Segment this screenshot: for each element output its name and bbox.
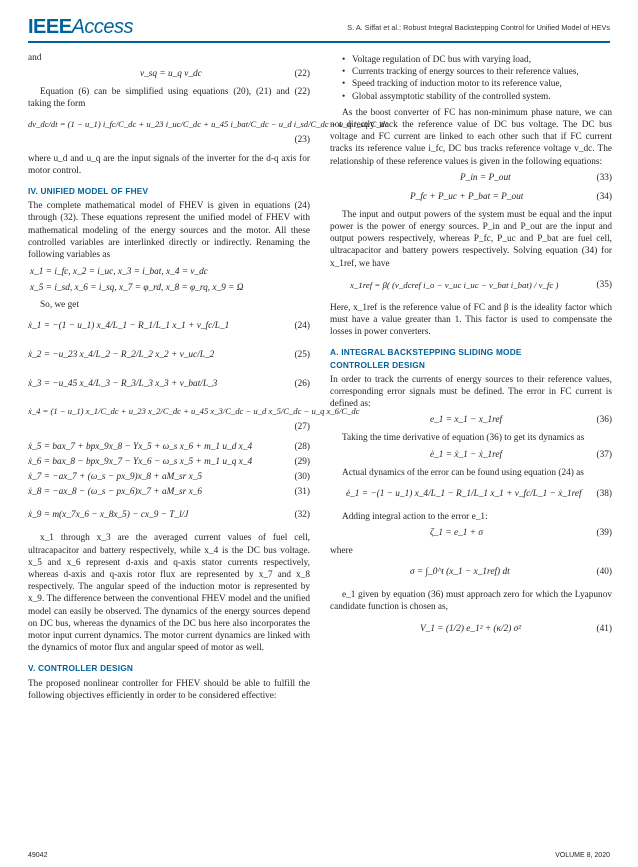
variable-renaming xyxy=(28,264,310,296)
paragraph-proposed-controller: The proposed nonlinear controller for FHEV should be able to fulfill the following objectives efficiently in order to be considered effective: xyxy=(28,678,310,701)
equation-28: ẋ_5 = bax_7 + bpx_9x_8 − Υx_5 + ω_s x_6 + m_1 u_d x_4 (28) xyxy=(28,442,310,453)
equation-36: e_1 = x_1 − x_1ref (36) xyxy=(430,415,612,426)
paragraph-variables-meaning: x_1 through x_3 are the averaged current values of fuel cell, ultracapacitor and battery respectively, while x_4 is the DC bus voltage. x_5 and x_6 represent d-axis and q-axis stator currents respectively, whereas d-axis and q-axis rotor flux are represented by x_7 and x_8 respectively. The angular speed of the induction motor is represented by x_9. The difference between the conventional FHEV model and the unified model can easily be observed. The dynamics of the energy sources depend on DC bus, whereas the dynamics of the DC bus here also incorporates the motor input current dynamics. The motor current dynamics are linked with the dynamics of motor flux and angular speed of motor as well. xyxy=(28,533,310,654)
paragraph-complete-model: The complete mathematical model of FHEV is given in equations (24) through (32). These equations represent the unified model of FHEV with mathematical modeling of the energy sources and the motor. All these controlled variables are interlinked directly or indirectly. Renaming the following variables as xyxy=(28,201,310,261)
header-rule xyxy=(28,41,610,43)
equation-29: ẋ_6 = bax_8 − bpx_9x_7 − Υx_6 − ω_s x_5 + m_1 u_q x_4 (29) xyxy=(28,457,310,468)
list-item: • Voltage regulation of DC bus with varying load, xyxy=(352,54,612,66)
paragraph-and: and xyxy=(28,53,42,63)
list-item: • Global assymptotic stability of the controlled system. xyxy=(352,91,612,103)
equation-23: dv_dc/dt = (1 − u_1) i_fc/C_dc + u_23 i_uc/C_dc + u_45 i_bat/C_dc − u_d i_sd/C_dc − u_q i_sq/C_dc (23) xyxy=(28,118,389,145)
equation-32: ẋ_9 = m(x_7x_6 − x_8x_5) − cx_9 − T_l/J (32) xyxy=(28,510,310,521)
list-item: • Currents tracking of energy sources to their reference values, xyxy=(352,66,612,78)
equation-38: ė_1 = −(1 − u_1) x_4/L_1 − R_1/L_1 x_1 + v_fc/L_1 − ẋ_1ref (38) xyxy=(346,488,612,499)
equation-26: ẋ_3 = −u_45 x_4/L_3 − R_3/L_3 x_3 + v_bat/L_3 (26) xyxy=(28,379,310,390)
paragraph-so-we-get: So, we get xyxy=(40,300,79,311)
section-heading-a-line-1: A. INTEGRAL BACKSTEPPING SLIDING MODE xyxy=(330,347,522,358)
paragraph-actual-dynamics: Actual dynamics of the error can be found using equation (24) as xyxy=(342,467,584,478)
paragraph-in-order: In order to track the currents of energy sources to their reference values, corresponding error signals must be defined. The error in FC current is defined as: xyxy=(330,374,612,410)
paragraph-here-x1ref: Here, x_1ref is the reference value of FC and β is the ideality factor which must have a value greater than 1. This factor is used to compensate the losses in power converters. xyxy=(330,302,612,338)
paragraph-input-output-power: The input and output powers of the system must be equal and the input power is the power of energy sources. P_in and P_out are the input and output powers respectively, whereas P_fc, P_uc and P_bat are fuel cell, ultracapacitor and battery powers respectively. Solving equation (34) for x_1ref, we have xyxy=(330,209,612,269)
equation-39: ζ_1 = e_1 + σ (39) xyxy=(430,528,612,539)
equation-35: x_1ref = β( (v_dcref i_o − v_uc i_uc − v_bat i_bat) / v_fc ) (35) xyxy=(350,279,612,290)
variable-list-1: x_1 = i_fc, x_2 = i_uc, x_3 = i_bat, x_4 = v_dc xyxy=(30,267,208,278)
right-column xyxy=(330,52,612,646)
volume-label: VOLUME 8, 2020 xyxy=(555,852,610,859)
section-heading-a xyxy=(330,346,612,370)
page-header xyxy=(28,12,610,44)
list-item: • Speed tracking of induction motor to its reference value, xyxy=(352,78,612,90)
equation-41: V_1 = (1/2) e_1² + (κ/2) σ² (41) xyxy=(420,623,612,634)
ieee-access-logo: IEEEAccess xyxy=(28,16,134,38)
running-title: S. A. Siffat et al.: Robust Integral Backstepping Control for Unified Model of HEVs xyxy=(347,23,610,32)
left-column xyxy=(28,52,389,705)
paragraph-adding-integral: Adding integral action to the error e_1: xyxy=(342,511,488,522)
paragraph-lyapunov: e_1 given by equation (36) must approach zero for which the Lyapunov candidate function is chosen as, xyxy=(330,590,612,613)
section-heading-v: V. CONTROLLER DESIGN xyxy=(28,663,134,674)
equation-24: ẋ_1 = −(1 − u_1) x_4/L_1 − R_1/L_1 x_1 + v_fc/L_1 (24) xyxy=(28,321,310,332)
equation-30: ẋ_7 = −ax_7 + (ω_s − px_9)x_8 + aM_sr x_5 (30) xyxy=(28,472,310,483)
equation-25: ẋ_2 = −u_23 x_4/L_2 − R_2/L_2 x_2 + v_uc/L_2 (25) xyxy=(28,350,310,361)
equation-40: σ = ∫_0^t (x_1 − x_1ref) dt (40) xyxy=(410,567,612,578)
equation-33: P_in = P_out (33) xyxy=(460,172,612,183)
paragraph-where: where xyxy=(330,546,353,557)
equation-34: P_fc + P_uc + P_bat = P_out (34) xyxy=(410,191,612,202)
equation-37: ė_1 = ẋ_1 − ẋ_1ref (37) xyxy=(430,449,612,460)
page-number: 49042 xyxy=(28,852,48,859)
paragraph-where-ud: where u_d and u_q are the input signals of the inverter for the d-q axis for motor control. xyxy=(28,153,310,176)
paragraph-taking-derivative: Taking the time derivative of equation (36) to get its dynamics as xyxy=(342,433,585,444)
equation-27: ẋ_4 = (1 − u_1) x_1/C_dc + u_23 x_2/C_dc + u_45 x_3/C_dc − u_d x_5/C_dc − u_q x_6/C_dc (27) xyxy=(28,406,360,433)
section-heading-a-line-2: CONTROLLER DESIGN xyxy=(330,359,426,370)
equation-31: ẋ_8 = −ax_8 − (ω_s − px_6)x_7 + aM_sr x_6 (31) xyxy=(28,487,310,498)
equation-22: v_sq = u_q v_dc (22) xyxy=(140,69,310,80)
paragraph-boost-converter: As the boost converter of FC has non-minimum phase nature, we can not directly track the reference value of DC bus voltage. The DC bus voltage and FC current are linked to each other such that if FC current tracks its reference value i_fc, DC bus tracks reference voltage v_dc. The relationship of these reference values is given in the following equations: xyxy=(330,107,612,167)
section-heading-iv: IV. UNIFIED MODEL OF FHEV xyxy=(28,186,149,197)
paragraph-simplify: Equation (6) can be simplified using equations (20), (21) and (22) taking the form xyxy=(28,87,310,110)
objectives-list xyxy=(330,54,612,103)
variable-list-2: x_5 = i_sd, x_6 = i_sq, x_7 = φ_rd, x_8 = φ_rq, x_9 = Ω xyxy=(30,283,244,294)
